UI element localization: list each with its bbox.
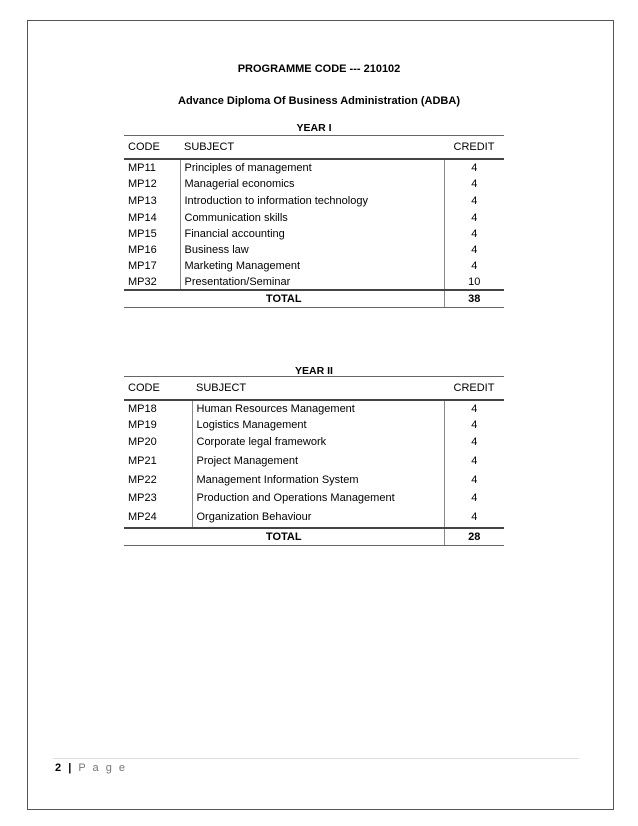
year1-header-row <box>124 136 504 160</box>
code-cell: MP15 <box>128 228 157 240</box>
code-cell: MP16 <box>128 244 157 256</box>
code-cell: MP18 <box>128 403 157 415</box>
subject-cell: Corporate legal framework <box>192 433 444 450</box>
subject-cell: Principles of management <box>180 159 444 176</box>
credit-cell: 4 <box>444 209 504 226</box>
credit-cell: 4 <box>444 471 504 489</box>
page-number: 2 <box>55 762 64 774</box>
year1-label: YEAR I <box>296 122 332 134</box>
page-word: P a g e <box>78 762 127 774</box>
credit-cell: 4 <box>444 176 504 192</box>
footer-divider <box>53 758 579 759</box>
credit-header: CREDIT <box>444 377 504 401</box>
credit-cell: 4 <box>444 242 504 258</box>
subject-cell: Organization Behaviour <box>192 507 444 528</box>
table-row <box>124 192 504 209</box>
table-row <box>124 274 504 290</box>
footer-separator: | <box>68 762 74 774</box>
subject-header: SUBJECT <box>180 136 444 160</box>
year1-total-row <box>124 290 504 308</box>
total-label: TOTAL <box>124 528 444 546</box>
subject-cell: Managerial economics <box>180 176 444 192</box>
code-header: CODE <box>124 136 180 160</box>
table-row <box>124 176 504 192</box>
credit-cell: 10 <box>444 274 504 290</box>
total-value: 38 <box>444 290 504 308</box>
credit-cell: 4 <box>444 226 504 242</box>
table-row <box>124 433 504 450</box>
credit-cell: 4 <box>444 159 504 176</box>
subject-cell: Business law <box>180 242 444 258</box>
programme-name: Advance Diploma Of Business Administration (ADBA) <box>178 95 460 107</box>
year2-total-row <box>124 528 504 546</box>
subject-header: SUBJECT <box>192 377 444 401</box>
subject-cell: Communication skills <box>180 209 444 226</box>
code-cell: MP13 <box>128 194 157 207</box>
credit-cell: 4 <box>444 417 504 433</box>
code-cell: MP20 <box>128 435 157 448</box>
code-cell: MP19 <box>128 419 157 431</box>
table-row <box>124 471 504 489</box>
code-cell: MP32 <box>128 275 157 288</box>
code-cell: MP11 <box>128 162 156 174</box>
programme-code: PROGRAMME CODE --- 210102 <box>237 63 401 75</box>
table-row <box>124 417 504 433</box>
credit-cell: 4 <box>444 507 504 528</box>
code-cell: MP14 <box>128 211 157 224</box>
subject-cell: Human Resources Management <box>192 400 444 417</box>
page-footer <box>55 762 127 774</box>
code-cell: MP12 <box>128 178 157 190</box>
credit-header: CREDIT <box>444 136 504 160</box>
subject-cell: Project Management <box>192 450 444 471</box>
table-row <box>124 400 504 417</box>
credit-cell: 4 <box>444 258 504 274</box>
subject-cell: Logistics Management <box>192 417 444 433</box>
credit-cell: 4 <box>444 450 504 471</box>
year1-table <box>124 135 504 308</box>
year2-body <box>124 400 504 528</box>
subject-cell: Marketing Management <box>180 258 444 274</box>
table-row <box>124 159 504 176</box>
code-cell: MP17 <box>128 260 157 272</box>
code-header: CODE <box>124 377 192 401</box>
subject-cell: Presentation/Seminar <box>180 274 444 290</box>
year2-table <box>124 376 504 546</box>
table-row <box>124 450 504 471</box>
table-row <box>124 242 504 258</box>
subject-cell: Production and Operations Management <box>192 489 444 507</box>
table-row <box>124 209 504 226</box>
code-cell: MP24 <box>128 511 157 523</box>
subject-cell: Management Information System <box>192 471 444 489</box>
year2-label: YEAR II <box>295 365 333 377</box>
credit-cell: 4 <box>444 400 504 417</box>
year2-header-row <box>124 377 504 401</box>
code-cell: MP21 <box>128 454 157 467</box>
code-cell: MP23 <box>128 492 157 504</box>
total-value: 28 <box>444 528 504 546</box>
year1-body <box>124 159 504 290</box>
table-row <box>124 226 504 242</box>
credit-cell: 4 <box>444 489 504 507</box>
subject-cell: Financial accounting <box>180 226 444 242</box>
table-row <box>124 507 504 528</box>
total-label: TOTAL <box>124 290 444 308</box>
code-cell: MP22 <box>128 474 157 486</box>
table-row <box>124 258 504 274</box>
subject-cell: Introduction to information technology <box>180 192 444 209</box>
credit-cell: 4 <box>444 192 504 209</box>
credit-cell: 4 <box>444 433 504 450</box>
table-row <box>124 489 504 507</box>
